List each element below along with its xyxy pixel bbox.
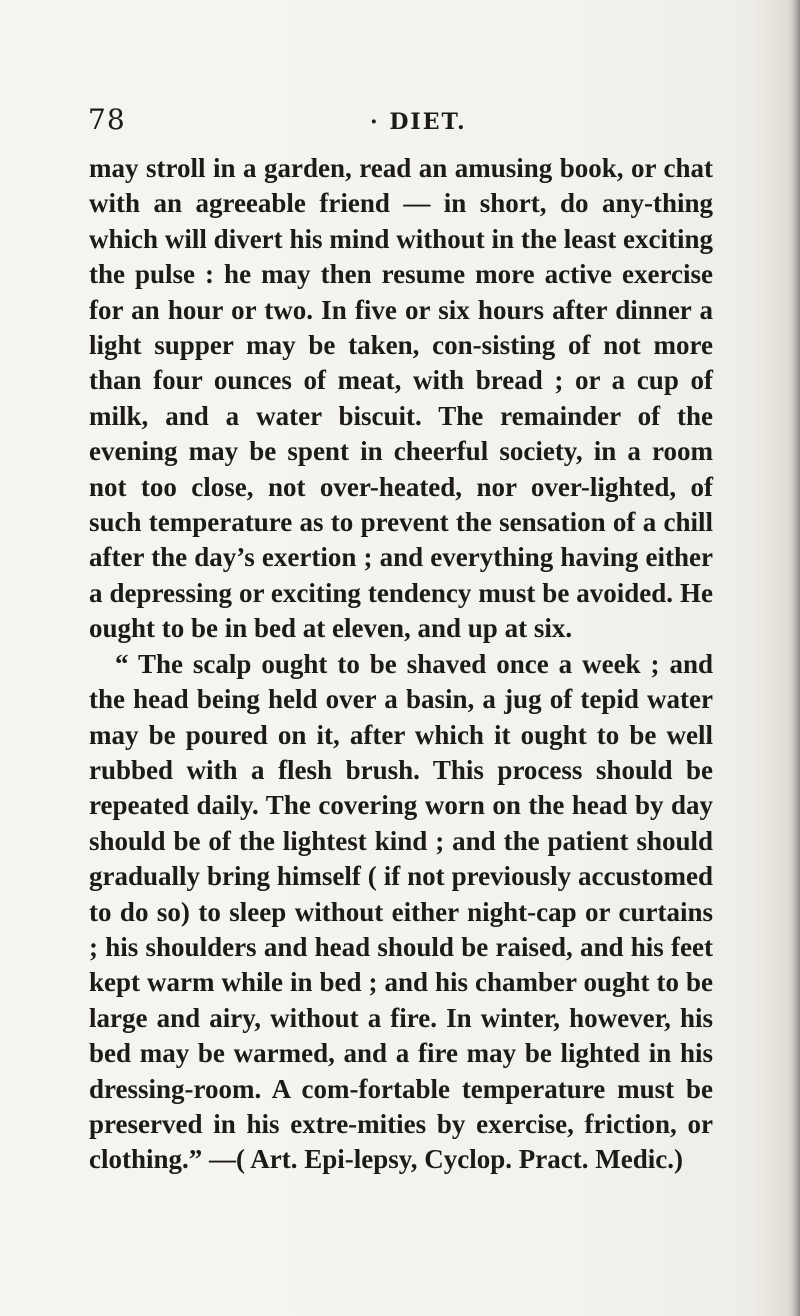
paragraph-1: may stroll in a garden, read an amusing book, or chat with an agreeable friend — in short, do any-thing which will divert his mind without in the least exciting the pulse : he may then resume more active exercise for an hour or two. In five or six hours after dinner a light supper may be taken, con-sisting of not more than four ounces of meat, with bread ; or a cup of milk, and a water biscuit. The remainder of the evening may be spent in cheerful society, in a room not too close, not over-heated, nor over-lighted, of such temperature as to prevent the sensation of a chill after the day’s exertion ; and everything having either a depressing or exciting tendency must be avoided. He ought to be in bed at eleven, and up at six. — [89, 153, 713, 644]
paragraph-2: “ The scalp ought to be shaved once a week ; and the head being held over a basin, a jug of tepid water may be poured on it, after which it ought to be well rubbed with a flesh brush. This process should be repeated daily. The covering worn on the head by day should be of the lightest kind ; and the patient should gradually bring himself ( if not previously accustomed to do so) to sleep without either night-cap or curtains ; his shoulders and head should be raised, and his feet kept warm while in bed ; and his chamber ought to be large and airy, without a fire. In winter, however, his bed may be warmed, and a fire may be lighted in his dressing-room. A com-fortable temperature must be preserved in his extre-mities by exercise, friction, or clothing.” —( Art. Epi-lepsy, Cyclop. Pract. Medic.) — [89, 648, 713, 1175]
running-head: · DIET. — [370, 109, 467, 135]
page-edge-shadow — [788, 0, 800, 1316]
body-text — [89, 151, 713, 1178]
page-header — [88, 100, 788, 140]
page-number: 78 — [88, 103, 126, 136]
